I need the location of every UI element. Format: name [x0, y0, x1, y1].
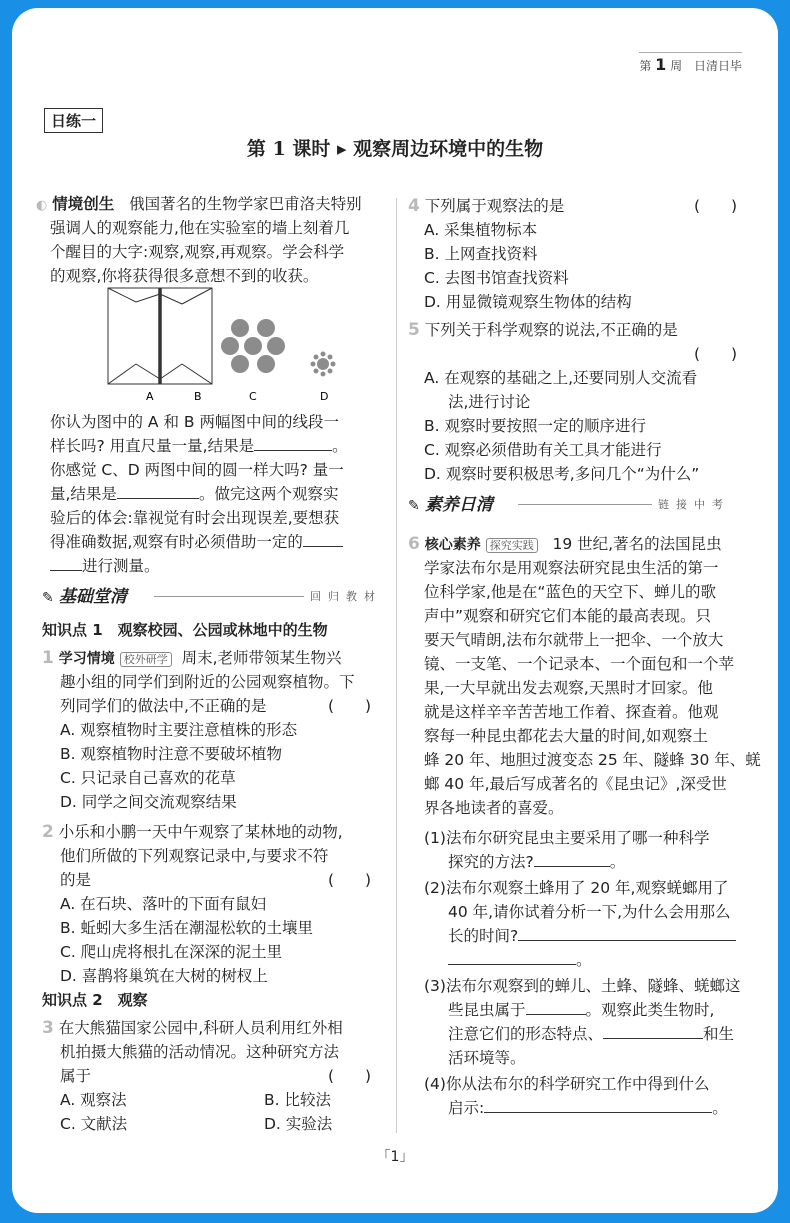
answer-blank[interactable]	[117, 498, 199, 499]
answer-blank[interactable]	[603, 1038, 703, 1039]
answer-paren[interactable]: ( )	[328, 871, 372, 889]
daily-label: 日练一	[44, 108, 103, 133]
question-text: 下列属于观察法的是	[424, 197, 565, 215]
question-text: 。观察此类生物时,	[585, 1001, 715, 1019]
intro-question-text: 进行测量。	[82, 557, 160, 575]
option-c[interactable]: C. 爬山虎将根扎在深深的泥土里	[60, 943, 283, 961]
answer-blank[interactable]	[254, 450, 332, 451]
section-literacy-header	[408, 490, 493, 515]
question-text: 活环境等。	[448, 1049, 526, 1067]
subquestion-3-line-2	[448, 1022, 734, 1046]
question-number: 1	[42, 648, 54, 668]
question-text: 果,一大早就出发去观察,天黑时才回家。他	[424, 679, 713, 697]
intro-question-line	[50, 482, 338, 506]
option-b[interactable]: B. 蚯蚓大多生活在潮湿松软的土壤里	[60, 919, 313, 937]
intro-text: 个醒目的大字:观察,观察,再观察。学会科学	[50, 243, 345, 261]
week-prefix: 第	[639, 59, 652, 73]
question-text: 要天气晴朗,法布尔就带上一把伞、一个放大	[424, 631, 724, 649]
intro-text: 强调人的观察能力,他在实验室的墙上刻着几	[50, 219, 350, 237]
question-text: 的是	[60, 871, 92, 889]
subquestion-1: (1)法布尔研究昆虫主要采用了哪一种科学	[424, 829, 710, 847]
q3-line-0	[42, 1016, 343, 1040]
question-text: 界各地读者的喜爱。	[424, 799, 564, 817]
option-a[interactable]: A. 在石块、落叶的下面有鼠妇	[60, 895, 267, 913]
week-suffix: 周	[670, 59, 683, 73]
option-b[interactable]: B. 比较法	[264, 1091, 331, 1109]
answer-paren[interactable]: ( )	[328, 697, 372, 715]
option-d[interactable]: D. 观察时要积极思考,多问几个“为什么”	[424, 465, 700, 483]
subquestion-3-line	[448, 998, 714, 1022]
figure-label-d: D	[320, 390, 329, 403]
period: 。	[712, 1099, 728, 1117]
question-text: 小乐和小鹏一天中午观察了某林地的动物,	[58, 823, 343, 841]
option-b[interactable]: B. 观察时要按照一定的顺序进行	[424, 417, 646, 435]
question-text: 位科学家,他是在“蓝色的天空下、蝉儿的歌	[424, 583, 716, 601]
series-name: 日清日毕	[693, 59, 742, 73]
pen-icon: ✎	[42, 590, 54, 606]
intro-text: 的观察,你将获得很多意想不到的收获。	[50, 267, 319, 285]
option-b[interactable]: B. 上网查找资料	[424, 245, 538, 263]
knowledge-point-1: 知识点 1 观察校园、公园或林地中的生物	[42, 621, 328, 639]
question-text: 机拍摄大熊猫的活动情况。这种研究方法	[60, 1043, 340, 1061]
option-d[interactable]: D. 用显微镜观察生物体的结构	[424, 293, 632, 311]
section-literacy-tag: 链接中考	[658, 498, 730, 511]
section-basic-header	[42, 582, 127, 607]
section-divider-line	[518, 504, 652, 505]
subquestion-2-answer-line-2	[448, 948, 592, 972]
question-label: 学习情境	[58, 651, 115, 667]
option-c[interactable]: C. 去图书馆查找资料	[424, 269, 569, 287]
intro-question-text: 验后的体会:靠视觉有时会出现误差,要想获	[50, 509, 340, 527]
q6-line-0	[408, 532, 722, 558]
q1-line-0	[42, 646, 342, 672]
section-basic-title: 基础堂清	[58, 587, 127, 607]
question-text: 学家法布尔是用观察法研究昆虫生活的第一	[424, 559, 719, 577]
subquestion-1-answer-line	[448, 850, 625, 874]
question-text: 和生	[703, 1025, 735, 1043]
subquestion-3: (3)法布尔观察到的蝉儿、土蜂、隧蜂、蜣螂这	[424, 977, 741, 995]
subquestion-2-answer-line	[448, 924, 736, 948]
q2-line-0	[42, 820, 343, 844]
question-text: 列同学们的做法中,不正确的是	[60, 697, 267, 715]
question-text: 些昆虫属于	[448, 1001, 526, 1019]
lesson-title: 第 1 课时 ▸ 观察周边环境中的生物	[246, 138, 544, 160]
page-number: 「1」	[376, 1149, 414, 1165]
option-b[interactable]: B. 观察植物时注意不要破坏植物	[60, 745, 282, 763]
question-text: 他们所做的下列观察记录中,与要求不符	[60, 847, 329, 865]
option-d[interactable]: D. 同学之间交流观察结果	[60, 793, 237, 811]
option-a-continued: 法,进行讨论	[448, 393, 531, 411]
answer-blank[interactable]	[484, 1112, 712, 1113]
period: 。	[576, 951, 592, 969]
figure-label-b: B	[194, 390, 202, 403]
intro-label: 情境创生	[52, 195, 115, 213]
answer-paren[interactable]: ( )	[694, 197, 738, 215]
option-d[interactable]: D. 实验法	[264, 1115, 333, 1133]
option-c[interactable]: C. 只记录自己喜欢的花草	[60, 769, 236, 787]
intro-marker-icon: ◐	[36, 198, 48, 213]
intro-text: 俄国著名的生物学家巴甫洛夫特别	[129, 195, 362, 213]
answer-blank[interactable]	[534, 866, 610, 867]
question-text: 镜、一支笔、一个记录本、一个面包和一个苹	[424, 655, 735, 673]
figure-label-a: A	[146, 390, 154, 403]
option-c[interactable]: C. 观察必须借助有关工具才能进行	[424, 441, 662, 459]
answer-blank[interactable]	[303, 546, 343, 547]
answer-blank[interactable]	[518, 940, 736, 941]
answer-paren[interactable]: ( )	[694, 345, 738, 363]
question-text: 周末,老师带领某生物兴	[181, 649, 342, 667]
question-text: 趣小组的同学们到附近的公园观察植物。下	[60, 673, 355, 691]
illusion-figure	[102, 284, 352, 404]
question-tag: 校外研学	[120, 652, 172, 667]
knowledge-point-2: 知识点 2 观察	[42, 991, 148, 1009]
question-text: 声中”观察和研究它们本能的最高表现。只	[424, 607, 712, 625]
option-d[interactable]: D. 喜鹊将巢筑在大树的树杈上	[60, 967, 268, 985]
q5-line-0	[408, 318, 678, 342]
question-number: 4	[408, 196, 420, 216]
answer-paren[interactable]: ( )	[328, 1067, 372, 1085]
q4-line-0	[408, 194, 564, 218]
intro-question-text: 。做完这两个观察实	[198, 485, 339, 503]
intro-question-text: 量,结果是	[50, 485, 117, 503]
question-text: 螂 40 年,最后写成著名的《昆虫记》,深受世	[424, 775, 727, 793]
answer-blank[interactable]	[526, 1014, 586, 1015]
section-divider-line	[154, 596, 304, 597]
intro-question-text: 你认为图中的 A 和 B 两幅图中间的线段一	[50, 413, 339, 431]
week-number: 1	[655, 55, 667, 74]
period: 。	[609, 853, 626, 871]
answer-blank[interactable]	[50, 570, 82, 571]
pen-icon: ✎	[408, 498, 420, 514]
intro-question-text: 样长吗? 用直尺量一量,结果是	[50, 437, 255, 455]
question-text: 在大熊猫国家公园中,科研人员利用红外相	[58, 1019, 343, 1037]
question-text: 下列关于科学观察的说法,不正确的是	[424, 321, 678, 339]
question-text: 40 年,请你试着分析一下,为什么会用那么	[448, 903, 731, 921]
figure-label-c: C	[249, 390, 257, 403]
question-number: 5	[408, 320, 420, 340]
question-text: 探究的方法?	[448, 853, 534, 871]
question-text: 属于	[60, 1067, 92, 1085]
intro-question-line	[50, 554, 160, 578]
worksheet-page	[12, 8, 778, 1213]
question-number: 3	[42, 1018, 54, 1038]
intro-question-line	[50, 530, 343, 554]
option-a[interactable]: A. 在观察的基础之上,还要同别人交流看	[424, 369, 698, 387]
intro-question-text: 你感觉 C、D 两图中间的圆一样大吗? 量一	[50, 461, 344, 479]
question-text: 长的时间?	[448, 927, 519, 945]
question-number: 2	[42, 822, 54, 842]
week-header	[639, 52, 742, 74]
option-a[interactable]: A. 采集植物标本	[424, 221, 538, 239]
question-text: 察每一种昆虫都花去大量的时间,如观察土	[424, 727, 708, 745]
column-divider	[396, 198, 397, 1133]
question-label: 核心素养	[424, 537, 481, 553]
option-a[interactable]: A. 观察法	[60, 1091, 127, 1109]
intro-question-text: 得准确数据,观察有时必须借助一定的	[50, 533, 303, 551]
intro-line-0	[36, 192, 362, 218]
question-text: 启示:	[448, 1099, 485, 1117]
subquestion-2: (2)法布尔观察土蜂用了 20 年,观察蜣螂用了	[424, 879, 729, 897]
page-number-value: 1	[390, 1149, 400, 1165]
subquestion-4-answer-line	[448, 1096, 728, 1120]
subquestion-4: (4)你从法布尔的科学研究工作中得到什么	[424, 1075, 710, 1093]
question-text: 蜂 20 年、地胆过渡变态 25 年、隧蜂 30 年、蜣	[424, 751, 761, 769]
question-tag: 探究实践	[486, 538, 538, 553]
question-number: 6	[408, 534, 420, 554]
question-text: 就是这样辛辛苦苦地工作着、探查着。他观	[424, 703, 719, 721]
answer-blank[interactable]	[448, 964, 576, 965]
option-a[interactable]: A. 观察植物时主要注意植株的形态	[60, 721, 298, 739]
question-text: 19 世纪,著名的法国昆虫	[552, 535, 722, 553]
section-literacy-title: 素养日清	[424, 495, 493, 515]
option-c[interactable]: C. 文献法	[60, 1115, 128, 1133]
intro-question-line: 样长吗? 用直尺量一量,结果是 。	[50, 437, 348, 455]
question-text: 注意它们的形态特点、	[448, 1025, 604, 1043]
section-basic-tag: 回归教材	[310, 590, 382, 603]
